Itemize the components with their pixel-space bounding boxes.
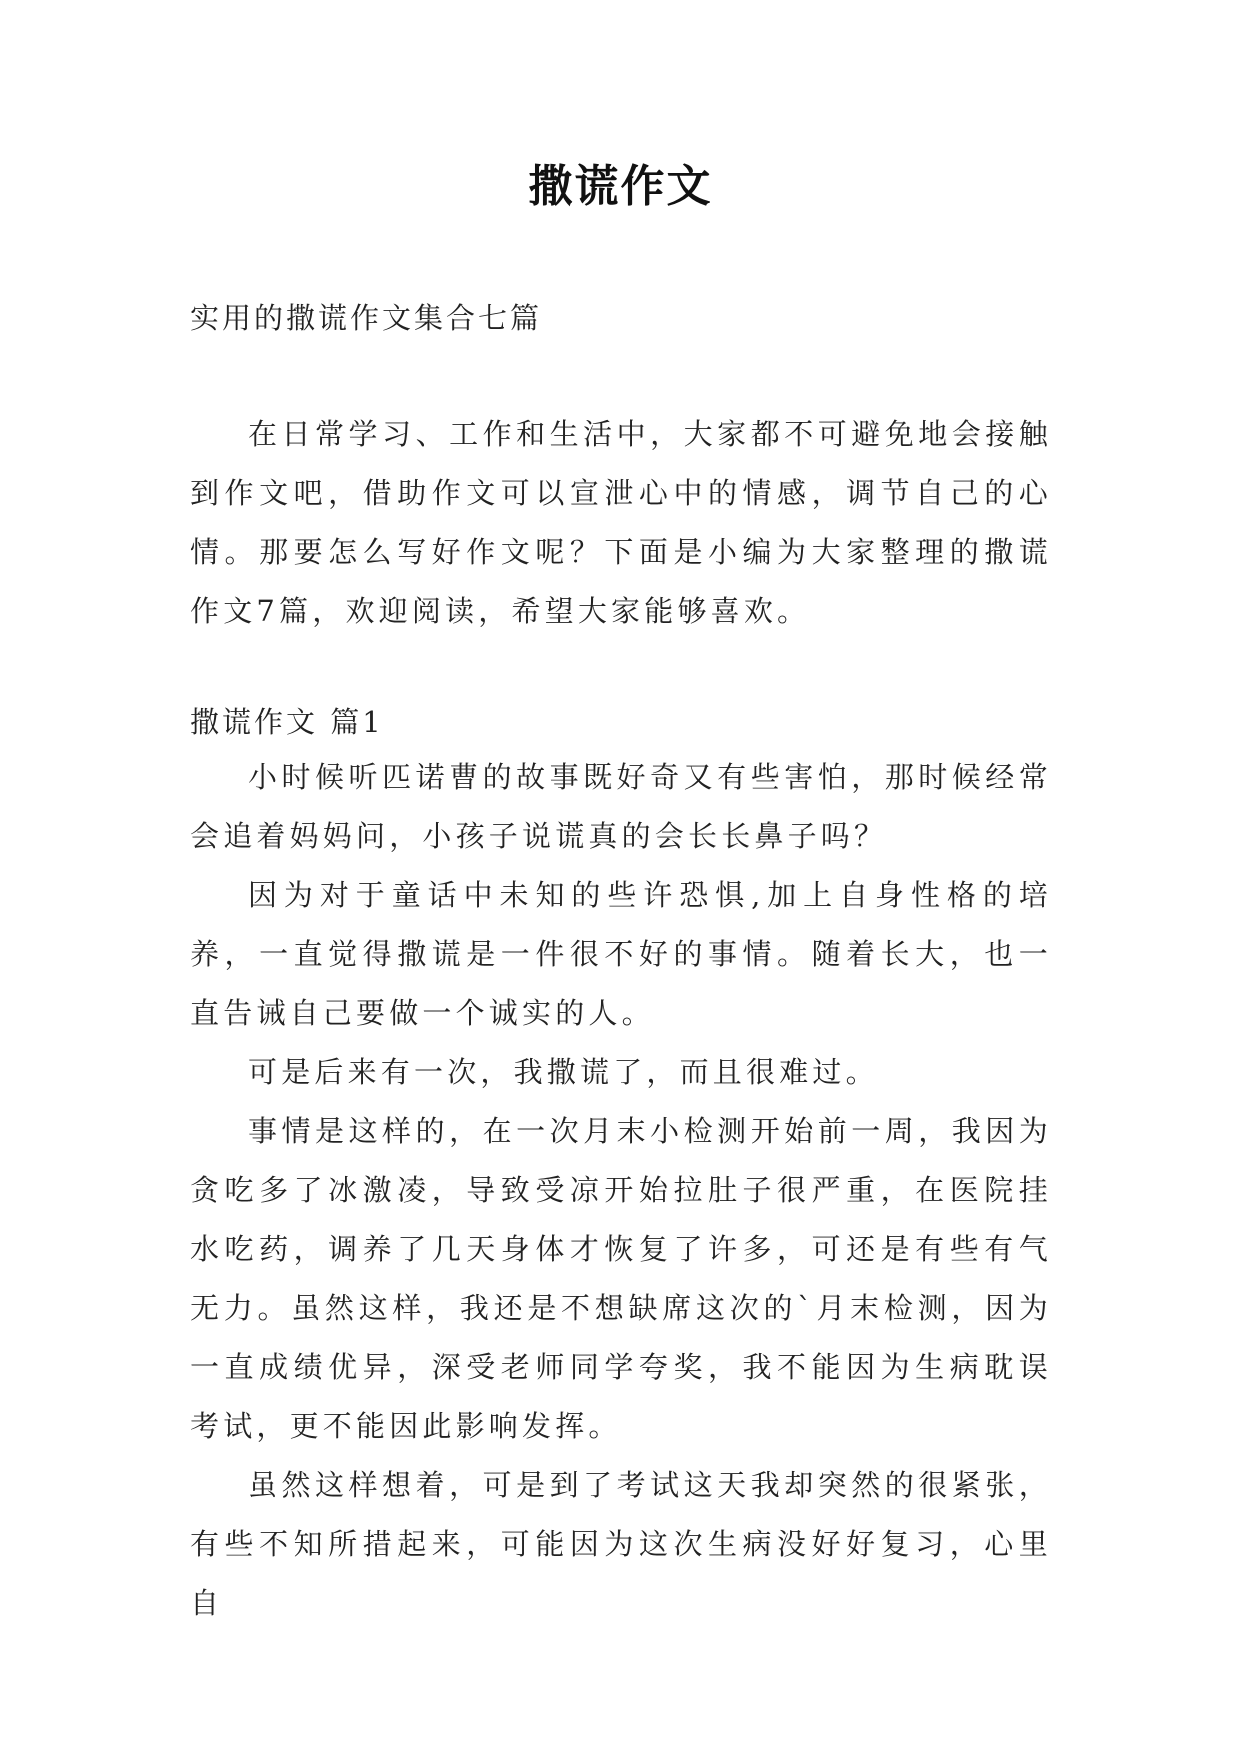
document-subtitle: 实用的撒谎作文集合七篇: [190, 301, 543, 335]
essay-paragraph: 小时候听匹诺曹的故事既好奇又有些害怕，那时候经常会追着妈妈问，小孩子说谎真的会长长鼻子吗？: [190, 760, 1052, 853]
document-title: 撒谎作文: [528, 161, 713, 212]
essay-paragraph: 因为对于童话中未知的些许恐惧,加上自身性格的培养，一直觉得撒谎是一件很不好的事情。随着长大，也一直告诫自己要做一个诚实的人。: [190, 878, 1052, 1030]
essay-paragraph: 事情是这样的，在一次月末小检测开始前一周，我因为贪吃多了冰激凌，导致受凉开始拉肚子很严重，在医院挂水吃药，调养了几天身体才恢复了许多，可还是有些有气无力。虽然这样，我还是不想缺席这次的`月末检测，因为一直成绩优异，深受老师同学夸奖，我不能因为生病耽误考试，更不能因此影响发挥。: [190, 1114, 1052, 1443]
essay-body: [190, 748, 1052, 1633]
intro-paragraph: 在日常学习、工作和生活中，大家都不可避免地会接触到作文吧，借助作文可以宣泄心中的情感，调节自己的心情。那要怎么写好作文呢？下面是小编为大家整理的撒谎作文7篇，欢迎阅读，希望大家能够喜欢。: [190, 417, 1052, 628]
essay-paragraph: 可是后来有一次，我撒谎了，而且很难过。: [248, 1055, 879, 1089]
essay-paragraph: 虽然这样想着，可是到了考试这天我却突然的很紧张，有些不知所措起来，可能因为这次生病没好好复习，心里自: [190, 1468, 1052, 1620]
intro-paragraph-block: [190, 405, 1052, 641]
section-heading: 撒谎作文 篇1: [190, 705, 384, 739]
